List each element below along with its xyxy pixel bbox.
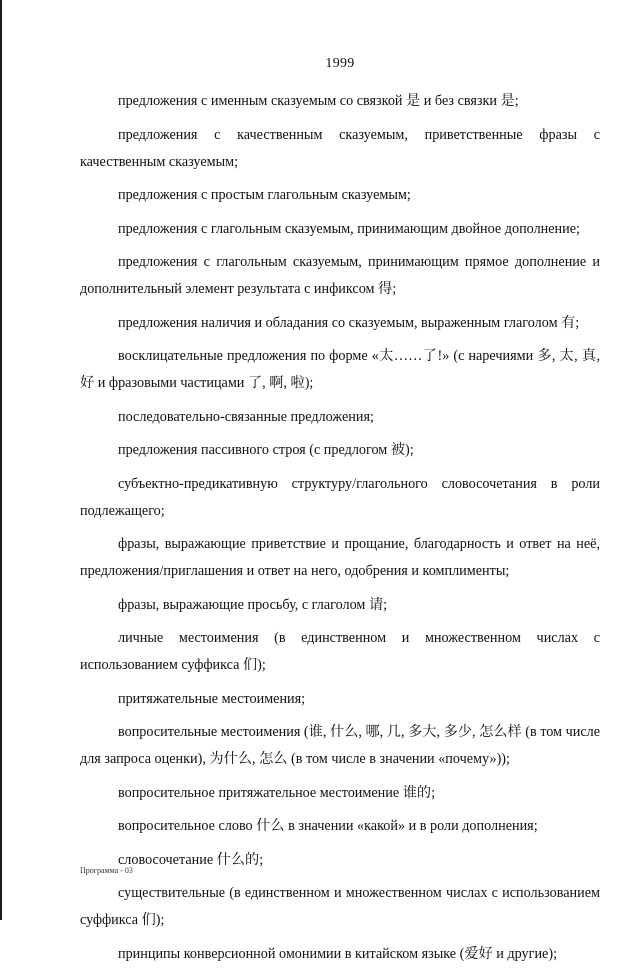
list-item: предложения с глагольным сказуемым, принимающим прямое дополнение и дополнительный элемент результата с инфиксом 得;	[80, 254, 600, 297]
list-item: предложения с простым глагольным сказуемым;	[118, 187, 411, 203]
list-item: последовательно-связанные предложения;	[118, 408, 374, 425]
list-item: предложения с глагольным сказуемым, принимающим двойное дополнение;	[118, 220, 580, 237]
page-number: 1999	[325, 56, 355, 71]
list-item: притяжательные местоимения;	[118, 690, 306, 707]
page-body	[80, 88, 600, 974]
scan-page-edge	[0, 0, 2, 920]
list-item: вопросительное притяжательное местоимение 谁的;	[118, 784, 436, 801]
list-item: субъектно-предикативную структуру/глагольного словосочетания в роли подлежащего;	[80, 475, 600, 519]
list-item: фразы, выражающие просьбу, с глаголом 请;	[118, 596, 388, 613]
list-item: фразы, выражающие приветствие и прощание, благодарность и ответ на неё, предложения/приглашения и ответ на него, одобрения и комплименты;	[80, 536, 600, 579]
list-item: предложения наличия и обладания со сказуемым, выраженным глаголом 有;	[118, 314, 580, 331]
list-item: предложения с качественным сказуемым, приветственные фразы с качественным сказуемым;	[80, 126, 600, 170]
list-item: принципы конверсионной омонимии в китайском языке (爱好 и другие);	[118, 945, 558, 962]
list-item: вопросительные местоимения (谁, 什么, 哪, 几, 多大, 多少, 怎么样 (в том числе для запроса оценки), 为什么, 怎么 (в том числе в значении «почему»));	[80, 724, 600, 767]
list-item: личные местоимения (в единственном и множественном числах с использованием суффикса 们);	[80, 630, 600, 673]
list-item: предложения пассивного строя (с предлогом 被);	[118, 442, 414, 458]
list-item: существительные (в единственном и множественном числах с использованием суффикса 们);	[80, 885, 600, 928]
page-footer: Программа - 03	[80, 866, 133, 875]
list-item: предложения с именным сказуемым со связкой 是 и без связки 是;	[118, 93, 519, 109]
list-item: восклицательные предложения по форме «太……了!» (с наречиями 多, 太, 真, 好 и фразовыми частицами 了, 啊, 啦);	[80, 348, 600, 391]
list-item: вопросительное слово 什么 в значении «какой» и в роли дополнения;	[118, 818, 538, 834]
list-item: словосочетание 什么的;	[118, 851, 264, 868]
